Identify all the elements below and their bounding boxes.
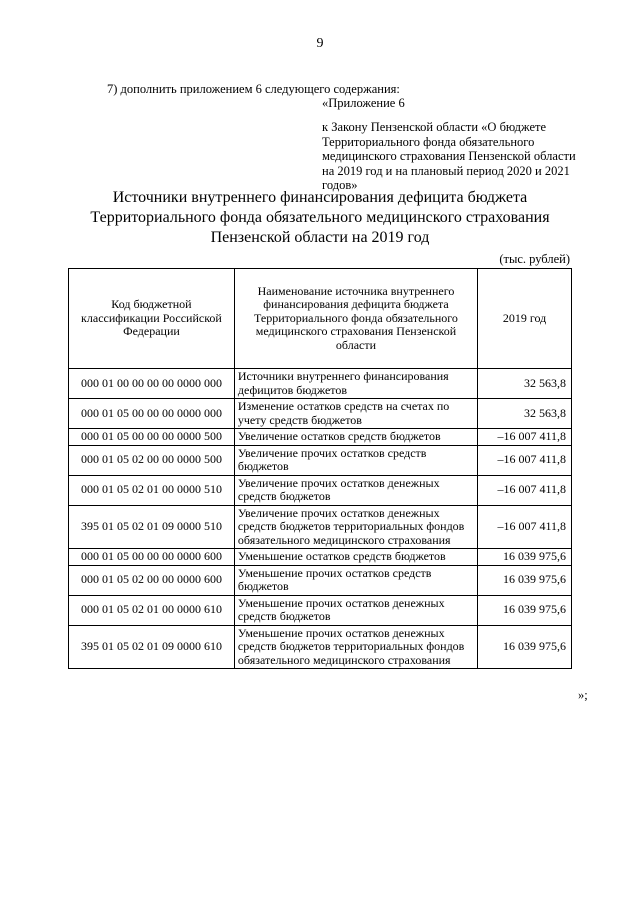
row-name: Уменьшение прочих остатков денежных средств бюджетов (234, 595, 477, 625)
row-name: Источники внутреннего финансирования дефицитов бюджетов (234, 369, 477, 399)
units-label: (тыс. рублей) (499, 252, 570, 266)
header-name: Наименование источника внутреннего финансирования дефицита бюджета Территориального фонда обязательного медицинского страхования Пензенской области (234, 269, 477, 369)
row-name: Уменьшение прочих остатков денежных средств бюджетов территориальных фондов обязательного медицинского страхования (234, 625, 477, 669)
sources-table (68, 268, 572, 669)
law-reference: к Закону Пензенской области «О бюджете Территориального фонда обязательного медицинского страхования Пензенской области на 2019 год и на плановый период 2020 и 2021 годов» (322, 120, 576, 192)
title-line: Источники внутреннего финансирования дефицита бюджета (112, 189, 528, 206)
table-row (69, 549, 572, 566)
page-number: 9 (316, 36, 324, 51)
row-name: Уменьшение прочих остатков средств бюджетов (234, 565, 477, 595)
row-code: 395 01 05 02 01 09 0000 610 (69, 625, 235, 669)
row-value: –16 007 411,8 (478, 475, 572, 505)
row-code: 000 01 00 00 00 00 0000 000 (69, 369, 235, 399)
row-code: 000 01 05 02 00 00 0000 600 (69, 565, 235, 595)
table-body (69, 369, 572, 669)
table-row (69, 475, 572, 505)
row-code: 000 01 05 00 00 00 0000 500 (69, 429, 235, 446)
row-code: 000 01 05 02 01 00 0000 510 (69, 475, 235, 505)
table-header-row (69, 269, 572, 369)
row-name: Увеличение прочих остатков средств бюджетов (234, 445, 477, 475)
table-row (69, 369, 572, 399)
row-code: 395 01 05 02 01 09 0000 510 (69, 505, 235, 549)
closing-mark: »; (578, 688, 588, 702)
row-value: 16 039 975,6 (478, 595, 572, 625)
row-value: 16 039 975,6 (478, 549, 572, 566)
row-name: Увеличение остатков средств бюджетов (234, 429, 477, 446)
row-value: 16 039 975,6 (478, 625, 572, 669)
title-line: Пензенской области на 2019 год (210, 229, 430, 246)
table-row (69, 429, 572, 446)
table-row (69, 505, 572, 549)
row-name: Изменение остатков средств на счетах по учету средств бюджетов (234, 399, 477, 429)
row-code: 000 01 05 00 00 00 0000 000 (69, 399, 235, 429)
appendix-title: «Приложение 6 (322, 96, 405, 110)
row-name: Увеличение прочих остатков денежных средств бюджетов (234, 475, 477, 505)
row-value: 32 563,8 (478, 369, 572, 399)
header-year: 2019 год (478, 269, 572, 369)
row-code: 000 01 05 00 00 00 0000 600 (69, 549, 235, 566)
row-value: –16 007 411,8 (478, 505, 572, 549)
table-row (69, 445, 572, 475)
row-value: –16 007 411,8 (478, 429, 572, 446)
row-name: Уменьшение остатков средств бюджетов (234, 549, 477, 566)
amendment-item: 7) дополнить приложением 6 следующего содержания: (107, 82, 400, 96)
table-row (69, 625, 572, 669)
row-value: 32 563,8 (478, 399, 572, 429)
title-line: Территориального фонда обязательного медицинского страхования (90, 209, 550, 226)
document-title (60, 188, 580, 248)
table-row (69, 595, 572, 625)
header-code: Код бюджетной классификации Российской Федерации (69, 269, 235, 369)
row-value: –16 007 411,8 (478, 445, 572, 475)
row-code: 000 01 05 02 01 00 0000 610 (69, 595, 235, 625)
table-row (69, 399, 572, 429)
row-code: 000 01 05 02 00 00 0000 500 (69, 445, 235, 475)
row-value: 16 039 975,6 (478, 565, 572, 595)
table-row (69, 565, 572, 595)
row-name: Увеличение прочих остатков денежных средств бюджетов территориальных фондов обязательного медицинского страхования (234, 505, 477, 549)
